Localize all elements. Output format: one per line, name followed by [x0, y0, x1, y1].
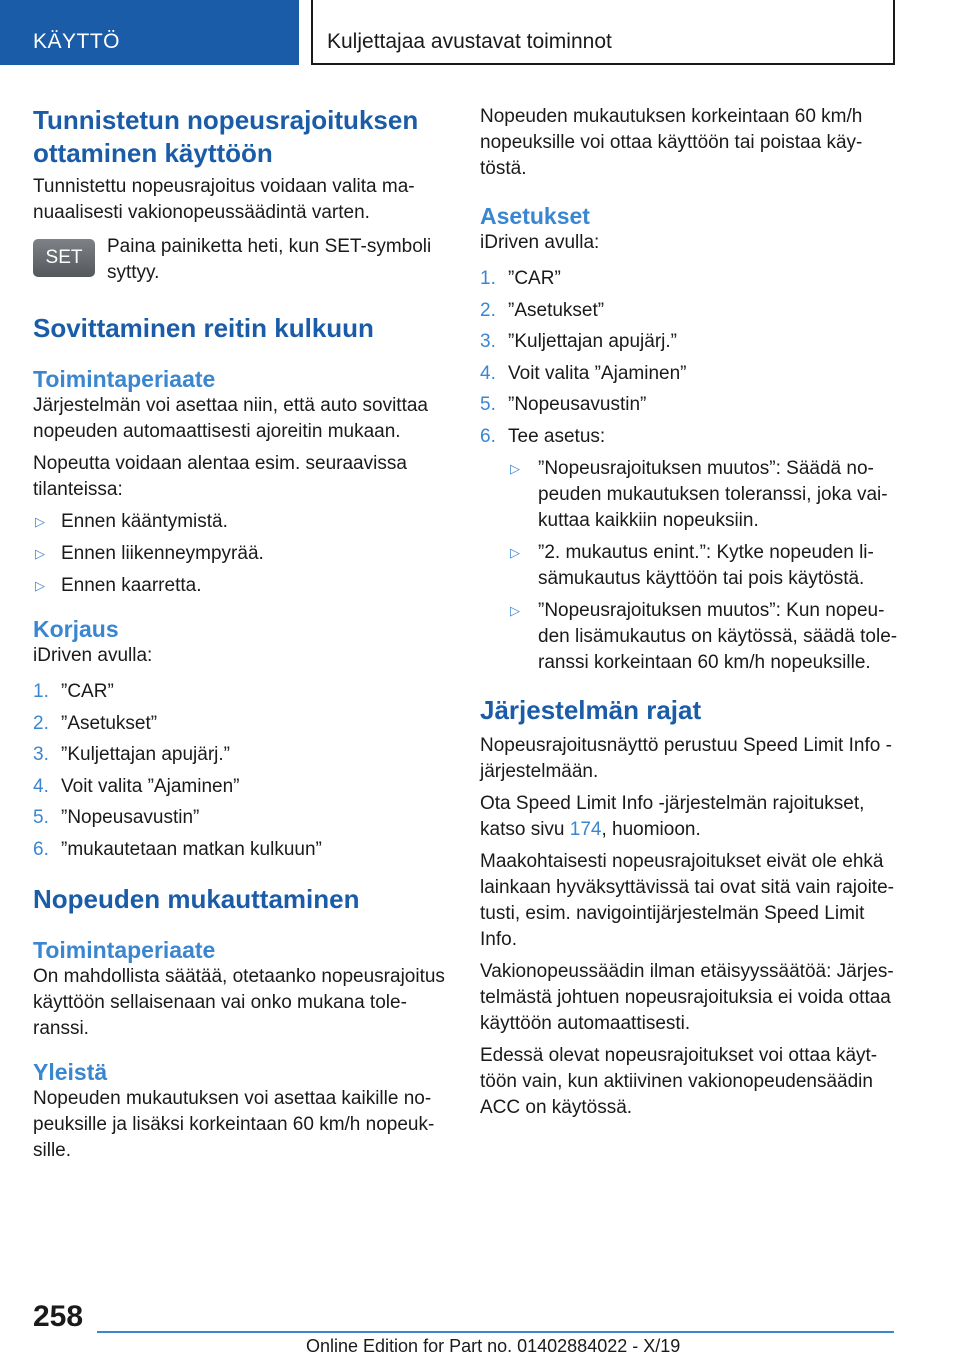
- set-button-icon: SET: [33, 239, 95, 277]
- list-item: ▷ ”Nopeusrajoituksen muutos”: Säädä nopeuden mukautuksen toleranssi, joka vaikuttaa kaikkiin nopeuksiin.: [508, 456, 900, 534]
- heading-speed-adapt: Nopeuden mukauttaminen: [33, 883, 360, 914]
- list-item: 4. Voit valita ”Ajaminen”: [33, 775, 240, 797]
- triangle-bullet-icon: ▷: [35, 578, 45, 593]
- paragraph-idrive: iDriven avulla:: [33, 645, 153, 666]
- settings-steps: [480, 266, 900, 450]
- triangle-bullet-icon: ▷: [510, 602, 520, 618]
- heading-route-adapt: Sovittaminen reitin kulkuun: [33, 313, 374, 343]
- triangle-bullet-icon: ▷: [35, 514, 45, 529]
- set-instruction: [33, 234, 453, 286]
- footer-divider: [97, 1331, 894, 1333]
- heading-recognized-limit: Tunnistetun nopeusrajoituksen ottaminen käyttöön: [33, 105, 419, 168]
- triangle-bullet-icon: ▷: [35, 546, 45, 561]
- page-reference-link[interactable]: 174: [569, 818, 602, 840]
- list-item: 1. ”CAR”: [480, 268, 561, 289]
- list-item: 3. ”Kuljettajan apujärj.”: [480, 331, 677, 352]
- paragraph-limits-4: Vakionopeussäädin ilman etäisyyssäätöä: Järjestelmästä johtuen nopeusrajoituksia ei voida ottaa käyttöön automaattisesti.: [480, 960, 894, 1034]
- list-item: 3. ”Kuljettajan apujärj.”: [33, 744, 230, 765]
- heading-system-limits: Järjestelmän rajat: [480, 694, 702, 725]
- subheading-settings: Asetukset: [480, 203, 590, 229]
- triangle-bullet-icon: ▷: [510, 544, 520, 560]
- list-item: ▷ Ennen liikenneympyrää.: [33, 541, 453, 567]
- subheading-principle-2: Toimintaperiaate: [33, 936, 216, 963]
- list-item: 5. ”Nopeusavustin”: [480, 394, 647, 415]
- paragraph-toggle: Nopeuden mukautuksen korkeintaan 60 km/h nopeuksille voi ottaa käyttöön tai poistaa käytöstä.: [480, 106, 863, 179]
- edition-footer: Online Edition for Part no. 01402884022 - X/19: [306, 1336, 681, 1356]
- paragraph-principle: Järjestelmän voi asettaa niin, että auto sovittaa nopeuden automaattisesti ajoreitin mukaan.: [33, 395, 429, 442]
- paragraph-limits-3: Maakohtaisesti nopeusrajoitukset eivät ole ehkä lainkaan hyväksyttävissä tai ovat sitä vain rajoitetusti, esim. navigointijärjestelmän Speed Limit Info.: [480, 850, 894, 950]
- list-item: ▷ ”2. mukautus enint.”: Kytke nopeuden lisämukautus käyttöön tai pois käytöstä.: [508, 540, 900, 592]
- list-item: 2. ”Asetukset”: [480, 299, 605, 321]
- list-item: 2. ”Asetukset”: [33, 712, 158, 734]
- list-item: ▷ Ennen kaarretta.: [33, 573, 453, 599]
- left-column: [33, 104, 453, 1170]
- paragraph-idrive-2: iDriven avulla:: [480, 232, 600, 253]
- list-item: 1. ”CAR”: [33, 681, 114, 702]
- settings-options: [480, 456, 900, 676]
- correction-steps: [33, 679, 453, 863]
- list-item: 6. ”mukautetaan matkan kulkuun”: [33, 838, 322, 860]
- chapter-header: [311, 0, 895, 65]
- paragraph-limits-1: Nopeusrajoitusnäyttö perustuu Speed Limit Info -järjestelmään.: [480, 734, 892, 782]
- paragraph-principle-2: On mahdollista säätää, otetaanko nopeusrajoitus käyttöön sellaisenaan vai onko mukana toleranssi.: [33, 965, 445, 1039]
- chapter-title: Kuljettajaa avustavat toiminnot: [327, 30, 612, 53]
- subheading-general: Yleistä: [33, 1058, 108, 1085]
- right-column: [480, 104, 900, 1127]
- triangle-bullet-icon: ▷: [510, 460, 520, 476]
- paragraph-limits-5: Edessä olevat nopeusrajoitukset voi ottaa käyttöön vain, kun aktiivinen vakionopeudensäädin ACC on käytössä.: [480, 1044, 878, 1118]
- subheading-correction: Korjaus: [33, 616, 119, 642]
- list-item: 5. ”Nopeusavustin”: [33, 807, 200, 828]
- subheading-principle: Toimintaperiaate: [33, 366, 216, 392]
- page-number: 258: [33, 1300, 84, 1333]
- paragraph-general: Nopeuden mukautuksen voi asettaa kaikille nopeuksille ja lisäksi korkeintaan 60 km/h nopeuksille.: [33, 1087, 435, 1161]
- list-item: ▷ Ennen kääntymistä.: [33, 509, 453, 535]
- list-item: ▷ ”Nopeusrajoituksen muutos”: Kun nopeuden lisämukautus on käytössä, säädä toleranssi korkeintaan 60 km/h nopeuksille.: [508, 598, 900, 676]
- set-instruction-text: Paina painiketta heti, kun SET-symboli syttyy.: [107, 236, 432, 283]
- paragraph-limits-2: Ota Speed Limit Info -järjestelmän rajoitukset, katso sivu 174, huomioon.: [480, 792, 865, 840]
- list-item: 4. Voit valita ”Ajaminen”: [480, 362, 687, 384]
- section-title: KÄYTTÖ: [33, 30, 121, 53]
- situation-list: [33, 509, 453, 599]
- paragraph-reduce: Nopeutta voidaan alentaa esim. seuraavissa tilanteissa:: [33, 453, 407, 500]
- list-item: 6. Tee asetus:: [480, 425, 606, 447]
- paragraph-recognized: Tunnistettu nopeusrajoitus voidaan valita manuaalisesti vakionopeussäädintä varten.: [33, 176, 415, 223]
- section-tab: [0, 0, 299, 65]
